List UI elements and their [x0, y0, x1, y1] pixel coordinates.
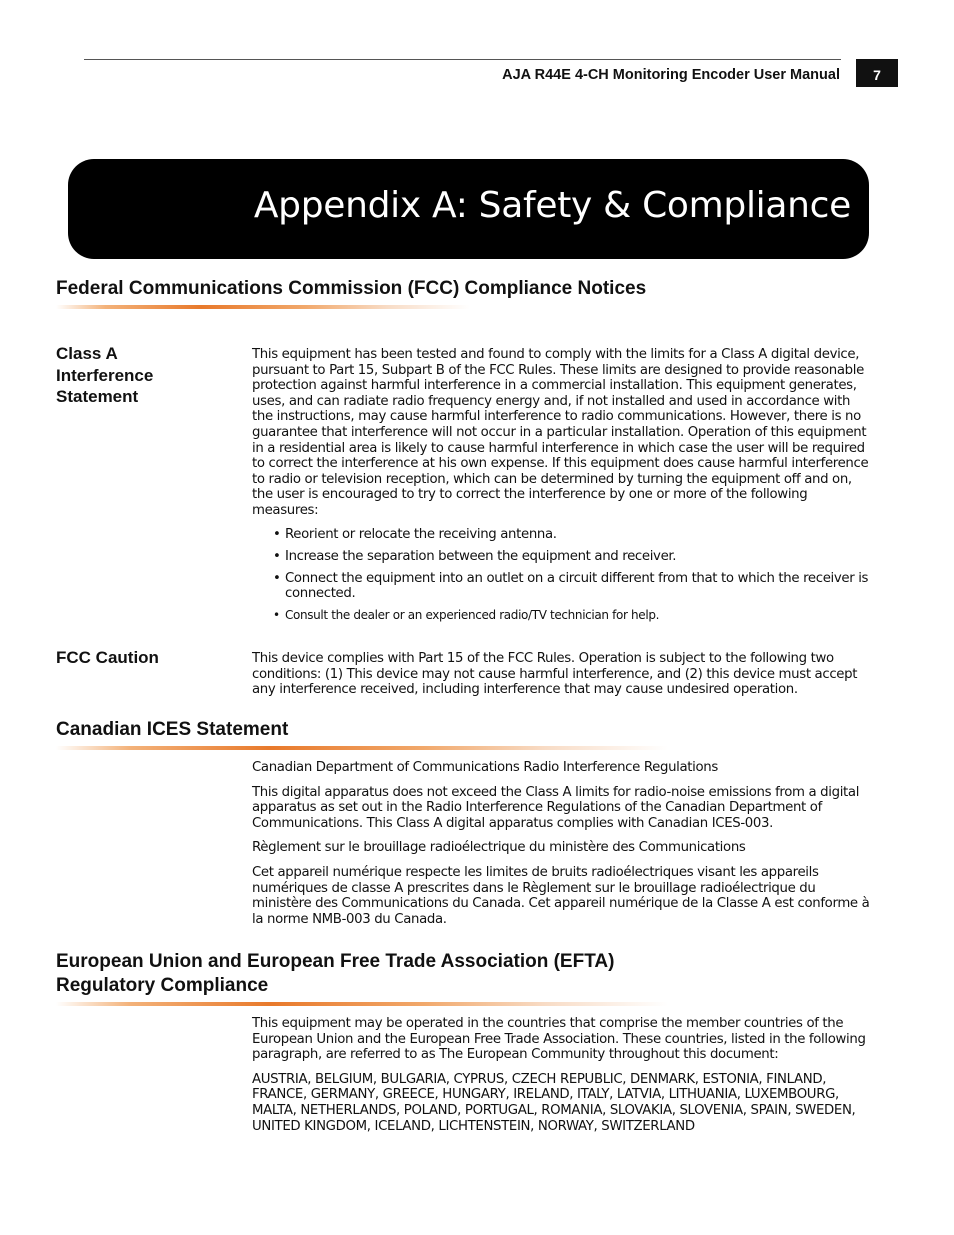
measures-list: [273, 527, 874, 624]
chapter-title: Appendix A: Safety & Compliance: [253, 185, 851, 226]
fcc-heading-rule: [56, 305, 470, 309]
list-item: • Connect the equipment into an outlet on a circuit different from that to which the receiver is connected.: [273, 571, 874, 602]
list-item: • Consult the dealer or an experienced radio/TV technician for help.: [273, 608, 874, 624]
eu-heading-rule: [56, 1002, 668, 1006]
eu-country-list: AUSTRIA, BELGIUM, BULGARIA, CYPRUS, CZECH REPUBLIC, DENMARK, ESTONIA, FINLAND, FRANCE, GERMANY, GREECE, HUNGARY, IRELAND, ITALY, LATVIA, LITHUANIA, LUXEMBOURG, MALTA, NETHERLANDS, POLAND, PORTUGAL, ROMANIA, SLOVAKIA, SLOVENIA, SPAIN, SWEDEN, UNITED KINGDOM, ICELAND, LICHTENSTEIN, NORWAY, SWITZERLAND: [252, 1071, 856, 1134]
fcc-caution-label: FCC Caution: [56, 648, 159, 667]
ices-paragraph: This digital apparatus does not exceed the Class A limits for radio-noise emissions from a digital apparatus as set out in the Radio Interference Regulations of the Canadian Department of Communications. This Class A digital apparatus complies with Canadian ICES-003.: [252, 784, 860, 831]
eu-paragraph: This equipment may be operated in the countries that comprise the member countries of the European Union and the European Free Trade Association. These countries, listed in the following paragraph, are referred to as The European Community throughout this document:: [252, 1016, 866, 1063]
eu-statement: [252, 1016, 874, 1134]
ices-paragraph: Cet appareil numérique respecte les limites de bruits radioélectriques visant les appareils numériques de classe A prescrites dans le Règlement sur le brouillage radioélectrique du ministère des Communications du Canada. Cet appareil numérique de la Classe A est conforme à la norme NMB-003 du Canada.: [252, 864, 870, 927]
ices-paragraph: Règlement sur le brouillage radioélectrique du ministère des Communications: [252, 840, 746, 856]
ices-statement: [252, 760, 874, 927]
eu-heading: European Union and European Free Trade Association (EFTA) Regulatory Compliance: [56, 951, 615, 996]
class-a-label: Class A Interference Statement: [56, 344, 154, 406]
running-header-title: AJA R44E 4-CH Monitoring Encoder User Manual: [502, 67, 840, 83]
page-number: 7: [856, 59, 898, 87]
ices-paragraph: Canadian Department of Communications Radio Interference Regulations: [252, 760, 718, 775]
list-item: • Increase the separation between the equipment and receiver.: [273, 549, 874, 565]
header-rule: [84, 59, 841, 60]
fcc-heading: Federal Communications Commission (FCC) Compliance Notices: [56, 278, 647, 299]
class-a-paragraph: This equipment has been tested and found to comply with the limits for a Class A digital device, pursuant to Part 15, Subpart B of the FCC Rules. These limits are designed to provide reasonable protection against harmful interference in a commercial installation. This equipment generates, uses, and can radiate radio frequency energy and, if not installed and used in accordance with the instructions, may cause harmful interference to radio communications. However, there is no guarantee that interference will not occur in a particular installation. Operation of this equipment in a residential area is likely to cause harmful interference in which case the user will be required to correct the interference at his own expense. If this equipment does cause harmful interference to radio or television reception, which can be determined by turning the equipment off and on, the user is encouraged to try to correct the interference by one or more of the following measures:: [252, 347, 869, 518]
list-item: • Reorient or relocate the receiving antenna.: [273, 527, 874, 543]
class-a-statement: [252, 347, 874, 624]
ices-heading: Canadian ICES Statement: [56, 719, 289, 740]
ices-heading-rule: [56, 746, 668, 750]
fcc-caution-paragraph: This device complies with Part 15 of the FCC Rules. Operation is subject to the following two conditions: (1) This device may not cause harmful interference, and (2) this device must accept any interference received, including interference that may cause undesired operation.: [252, 651, 858, 698]
